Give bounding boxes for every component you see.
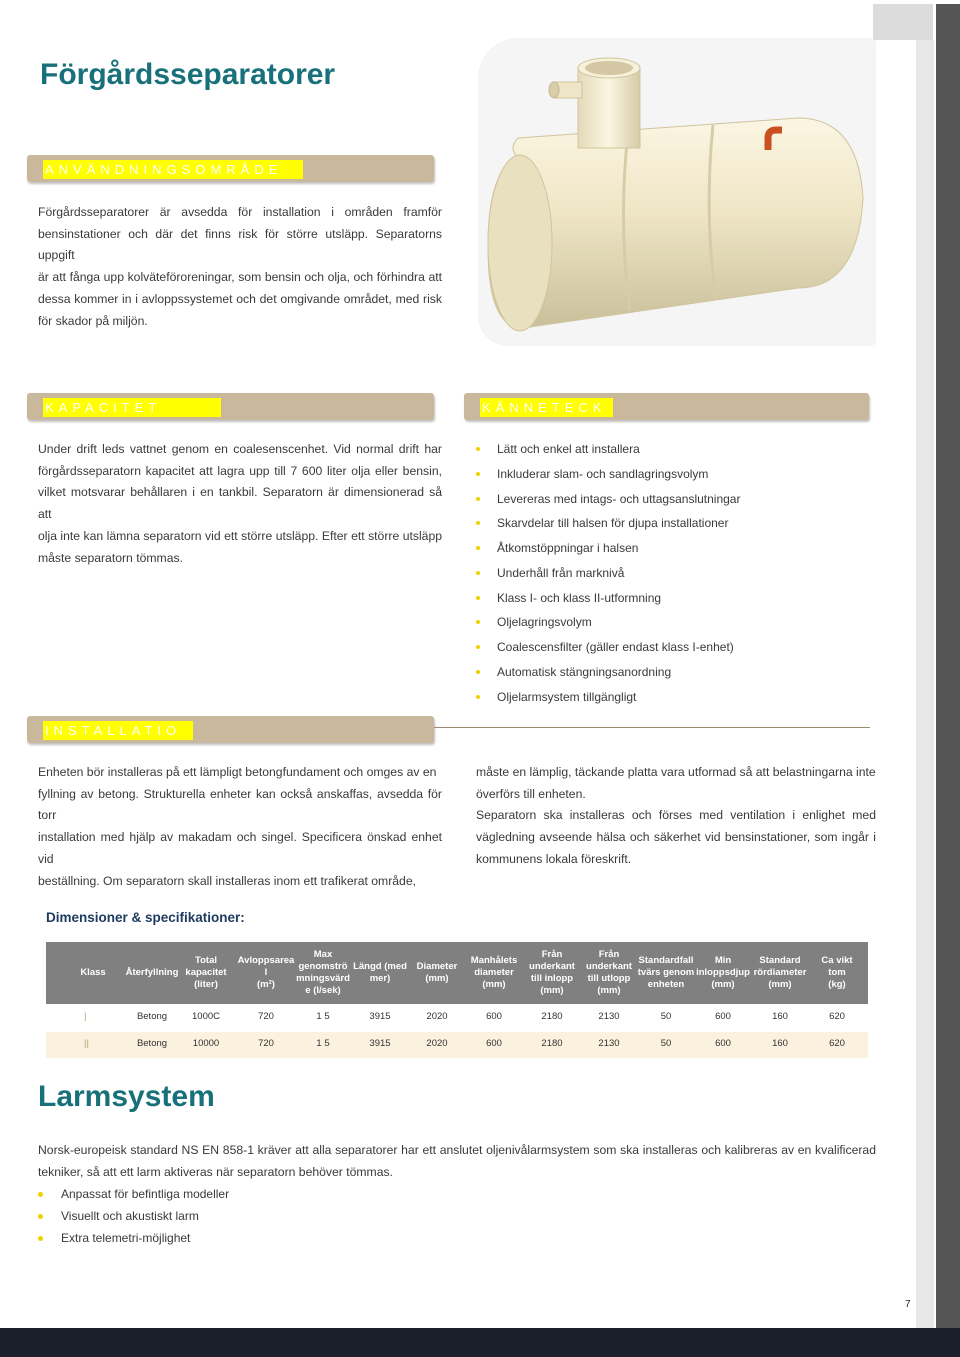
page-edge-light-strip: [916, 40, 934, 1328]
text-line: Under drift leds vattnet genom en coalesenscenhet. Vid normal drift har: [38, 442, 442, 456]
table-header-line: Från: [598, 949, 620, 960]
bullet-icon: [476, 571, 480, 575]
table-cell: 2020: [426, 1011, 448, 1022]
larm-item-text: Anpassat för befintliga modeller: [61, 1187, 230, 1201]
table-cell: 160: [772, 1011, 788, 1022]
text-line: Förgårdsseparatorer är avsedda för installation i områden framför: [38, 205, 442, 219]
text-line: Enheten bör installeras på ett lämpligt betongfundament och omges av en: [38, 765, 437, 779]
feature-text: Oljelarmsystem tillgängligt: [497, 690, 637, 704]
text-line: måste en lämplig, täckande platta vara utformad så att belastningarna inte: [476, 765, 876, 779]
table-header-line: (mm): [597, 985, 621, 996]
bullet-icon: [38, 1192, 43, 1197]
tank-illustration: [478, 38, 876, 346]
text-line: för skador på miljön.: [38, 313, 148, 328]
text-line: överförs till enheten.: [476, 786, 586, 801]
table-cell: 600: [715, 1038, 731, 1049]
text-line: förgårdsseparatorn kapacitet att lagra upp till 7 600 liter olja eller bensin,: [38, 463, 442, 478]
feature-text: Levereras med intags- och uttagsanslutningar: [497, 492, 741, 506]
section-bar-installation: [27, 716, 434, 743]
table-header-line: underkant: [529, 961, 575, 972]
tank-image: [478, 38, 876, 346]
table-header-cell: [62, 967, 124, 979]
table-header-cell: [349, 961, 411, 985]
table-header-line: Ca vikt: [821, 955, 853, 966]
feature-text: Lätt och enkel att installera: [497, 442, 640, 456]
table-header-cell: [749, 955, 811, 991]
table-header-line: inloppsdjup: [696, 967, 750, 978]
section-label-kapacitet: KAPACITET: [43, 398, 221, 417]
table-header-line: Avloppsarea: [237, 955, 295, 966]
section-bar-kanneteck: [464, 393, 869, 420]
table-header-line: rördiameter: [753, 967, 807, 978]
installation-text-right: [476, 762, 876, 871]
table-header-line: diameter: [474, 967, 514, 978]
table-cell: 10000: [192, 1038, 220, 1049]
feature-text: Klass I- och klass II-utformning: [497, 591, 662, 605]
table-cell: 1000C: [192, 1011, 220, 1022]
table-cell: 50: [660, 1038, 672, 1049]
table-header-line: genomströ: [298, 961, 348, 972]
larm-text: [38, 1140, 876, 1183]
table-header-line: Standard: [759, 955, 801, 966]
table-header-line: kapacitet: [185, 967, 227, 978]
table-cell: 1 5: [316, 1038, 330, 1049]
table-header-line: tvärs genom: [637, 967, 695, 978]
table-cell: 720: [258, 1011, 274, 1022]
bullet-icon: [476, 521, 480, 525]
table-cell: Betong: [136, 1038, 168, 1049]
feature-text: Automatisk stängningsanordning: [497, 665, 672, 679]
text-line: Separatorn ska installeras och förses med ventilation i enlighet med: [476, 808, 876, 823]
table-header-line: Klass: [80, 967, 106, 978]
page-edge-white: [873, 40, 916, 1298]
text-line: installation med hjälp av makadam och singel. Specificera önskad enhet vid: [38, 830, 442, 866]
table-header-cell: [175, 955, 237, 991]
section-bar-anvandning: [27, 155, 434, 182]
table-header: [46, 942, 868, 1004]
feature-text: Coalescensfilter (gäller endast klass I-enhet): [497, 640, 734, 654]
table-header-line: (mm): [540, 985, 564, 996]
table-header-cell: [521, 949, 583, 997]
table-cell: 2130: [598, 1011, 620, 1022]
text-line: dessa kommer in i avloppssystemet och det omgivande området, med risk: [38, 291, 442, 306]
page-title: Förgårdsseparatorer: [40, 58, 336, 91]
page-number: 7: [905, 1299, 911, 1310]
table-header-line: mer): [369, 973, 391, 984]
table-cell: |: [84, 1011, 87, 1022]
table-cell: 600: [715, 1011, 731, 1022]
page-bottom-bar: [0, 1328, 960, 1357]
bullet-icon: [476, 447, 480, 451]
table-header-line: (kg): [828, 979, 846, 990]
table-cell: 620: [829, 1011, 845, 1022]
text-line: är att fånga upp kolväteföroreningar, som bensin och olja, och förhindra att: [38, 270, 442, 285]
text-line: kommunens lokala föreskrift.: [476, 851, 632, 866]
table-header-line: (m²): [257, 979, 275, 990]
table-header-line: Från: [541, 949, 563, 960]
table-header-line: (mm): [425, 973, 449, 984]
text-line: bensinstationer och där det finns risk för större utsläpp. Separatorns uppgift: [38, 226, 442, 263]
text-line: olja inte kan lämna separatorn vid ett större utsläpp. Efter ett större utsläpp: [38, 528, 442, 543]
feature-text: Inkluderar slam- och sandlagringsvolym: [497, 467, 709, 481]
text-line: vilket motsvarar behållaren i en tankbil. Separatorn är dimensionerad så att: [38, 485, 442, 522]
larm-item-text: Visuellt och akustiskt larm: [61, 1209, 199, 1223]
table-cell: 2180: [541, 1038, 563, 1049]
table-header-line: mningsvärd: [296, 973, 350, 984]
table-header-cell: [406, 961, 468, 985]
table-header-line: (mm): [482, 979, 506, 990]
table-header-line: Längd (med: [353, 961, 407, 972]
bullet-icon: [476, 620, 480, 624]
table-header-line: underkant: [586, 961, 632, 972]
larm-title: Larmsystem: [38, 1080, 215, 1113]
table-header-cell: [692, 955, 754, 991]
section-label-kanneteck: KÄNNETECK: [480, 398, 613, 417]
feature-text: Åtkomstöppningar i halsen: [497, 541, 639, 555]
bullet-icon: [476, 645, 480, 649]
table-header-line: (liter): [194, 979, 218, 990]
text-line: tekniker, så att ett larm aktiveras när separatorn behöver tömmas.: [38, 1164, 393, 1179]
table-row: [46, 1032, 868, 1058]
table-cell: 3915: [369, 1011, 391, 1022]
table-header-line: Max: [313, 949, 333, 960]
bullet-icon: [476, 596, 480, 600]
bullet-icon: [476, 546, 480, 550]
table-header-line: till utlopp: [587, 973, 631, 984]
section-divider: [434, 727, 870, 728]
table-header-line: enheten: [647, 979, 685, 990]
table-cell: 1 5: [316, 1011, 330, 1022]
table-cell: 2180: [541, 1011, 563, 1022]
table-header-cell: [578, 949, 640, 997]
table-cell: 2130: [598, 1038, 620, 1049]
table-cell: 600: [486, 1038, 502, 1049]
table-header-line: (mm): [768, 979, 792, 990]
table-row: [46, 1005, 868, 1031]
table-cell: 160: [772, 1038, 788, 1049]
table-cell: Betong: [136, 1011, 168, 1022]
table-header-line: tom: [828, 967, 846, 978]
anvandning-text: [38, 202, 442, 332]
section-label-anvandning: ANVÄNDNINGSOMRÅDE: [43, 160, 303, 179]
table-cell: 620: [829, 1038, 845, 1049]
table-header-cell: [121, 967, 183, 979]
section-bar-kapacitet: [27, 393, 434, 420]
table-cell: 2020: [426, 1038, 448, 1049]
kapacitet-text: [38, 439, 442, 569]
table-header-cell: [806, 955, 868, 991]
page-edge-light: [873, 4, 933, 40]
table-header-line: e (l/sek): [305, 985, 341, 996]
section-label-installation: INSTALLATIO: [43, 721, 193, 740]
table-header-line: Diameter: [416, 961, 458, 972]
table-header-line: Standardfall: [638, 955, 694, 966]
table-header-line: (mm): [711, 979, 735, 990]
table-cell: 3915: [369, 1038, 391, 1049]
bullet-icon: [476, 670, 480, 674]
text-line: Norsk-europeisk standard NS EN 858-1 kräver att alla separatorer har ett anslutet oljenivålarmsystem som ska installeras och kalibreras av en kvalificerad: [38, 1143, 876, 1157]
table-header-cell: [235, 955, 297, 991]
bullet-icon: [476, 695, 480, 699]
table-cell: 720: [258, 1038, 274, 1049]
table-cell: 50: [660, 1011, 672, 1022]
table-title: Dimensioner & specifikationer:: [46, 910, 245, 925]
table-cell: ||: [84, 1038, 89, 1049]
table-header-line: Återfyllning: [125, 967, 179, 978]
table-header-line: Min: [714, 955, 732, 966]
bullet-icon: [476, 497, 480, 501]
bullet-icon: [38, 1214, 43, 1219]
page-edge-dark: [936, 4, 960, 1328]
table-header-line: l: [264, 967, 268, 978]
bullet-icon: [38, 1236, 43, 1241]
larm-item-text: Extra telemetri-möjlighet: [61, 1231, 191, 1245]
table-cell: 600: [486, 1011, 502, 1022]
text-line: måste separatorn tömmas.: [38, 550, 183, 565]
bullet-icon: [476, 472, 480, 476]
text-line: beställning. Om separatorn skall installeras inom ett trafikerat område,: [38, 873, 416, 888]
feature-text: Skarvdelar till halsen för djupa installationer: [497, 516, 729, 530]
feature-text: Underhåll från marknivå: [497, 566, 625, 580]
text-line: fyllning av betong. Strukturella enheter kan också anskaffas, avsedda för torr: [38, 786, 442, 823]
table-header-line: till inlopp: [530, 973, 574, 984]
table-header-cell: [292, 949, 354, 997]
table-header-cell: [463, 955, 525, 991]
table-header-line: Manhålets: [470, 955, 518, 966]
installation-text-left: [38, 762, 442, 892]
feature-text: Oljelagringsvolym: [497, 615, 592, 629]
table-header-cell: [635, 955, 697, 991]
table-header-line: Total: [195, 955, 217, 966]
text-line: vägledning avseende hälsa och säkerhet vid bensinstationer, som ingår i: [476, 830, 876, 845]
